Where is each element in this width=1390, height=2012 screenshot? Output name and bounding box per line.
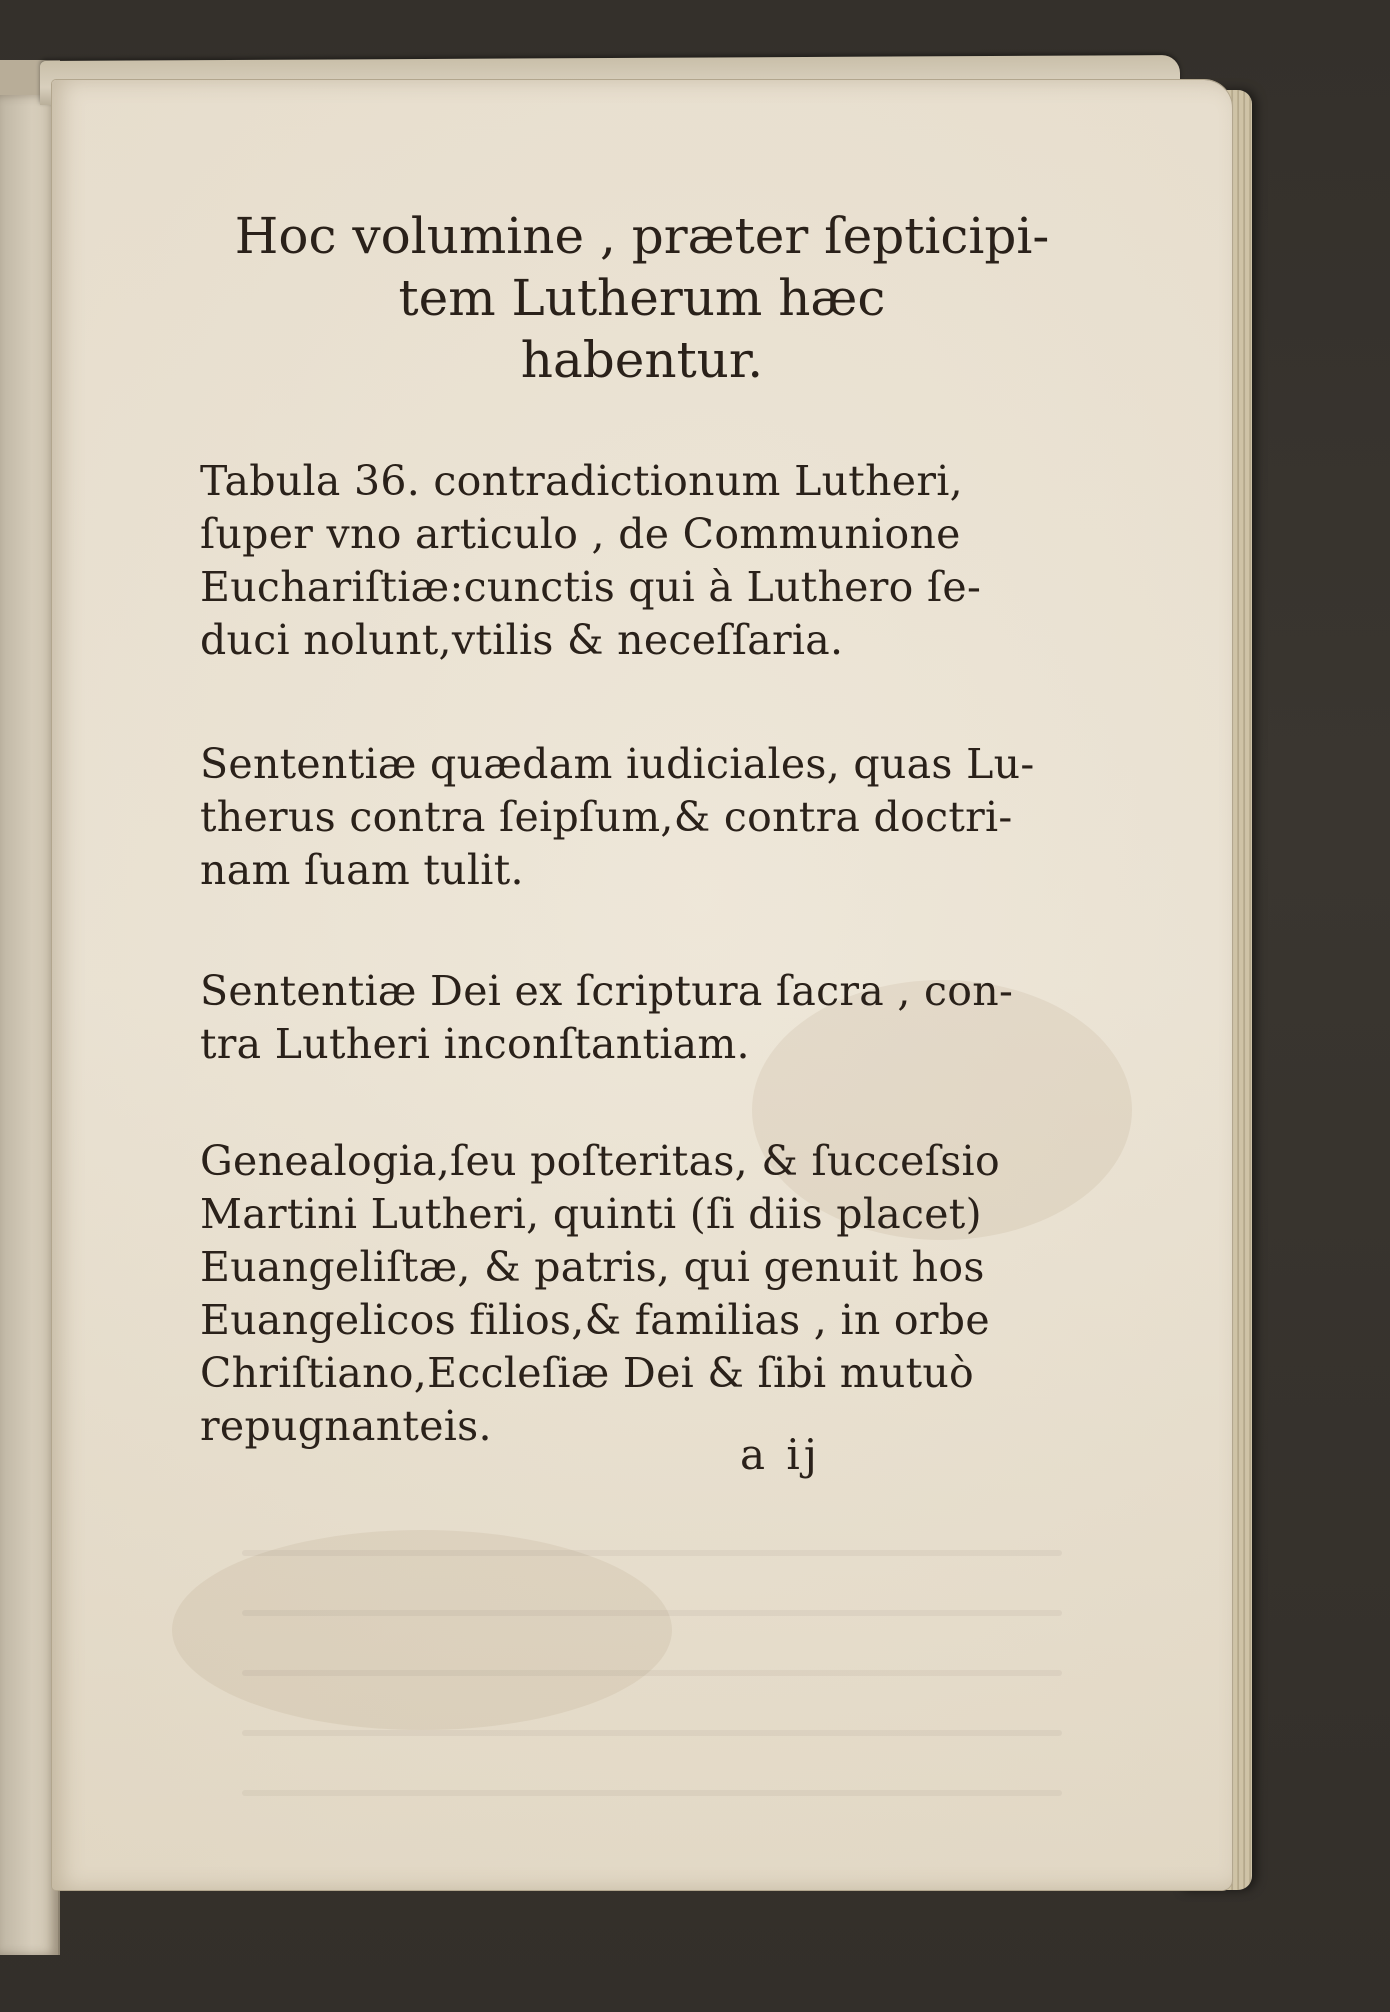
entry-line: Martini Lutheri, quinti (ſi diis placet) (200, 1190, 982, 1238)
entry-line: Sententiæ quædam iudiciales, quas Lu- (200, 740, 1035, 788)
paper-stain (172, 1530, 672, 1730)
entry-sententiae-iudiciales (200, 738, 1070, 897)
entry-line: nam ſuam tulit. (200, 846, 524, 894)
entry-line: duci nolunt,vtilis & neceſſaria. (200, 616, 844, 664)
book-page (52, 80, 1232, 1890)
entry-line: Sententiæ Dei ex ſcriptura ſacra , con- (200, 967, 1014, 1015)
entry-sententiae-dei (200, 965, 1070, 1071)
entry-line: Euchariſtiæ:cunctis qui à Luthero ſe- (200, 563, 982, 611)
entry-line: Tabula 36. contradictionum Lutheri, (200, 457, 963, 505)
heading-line: Hoc volumine , præter ſepticipi- (234, 207, 1050, 265)
entry-line: ſuper vno articulo , de Communione (200, 510, 961, 558)
entry-line: Euangeliſtæ, & patris, qui genuit hos (200, 1243, 985, 1291)
signature-mark: a ij (740, 1430, 821, 1479)
entry-tabula (200, 455, 1070, 667)
entry-line: Chriſtiano,Eccleſiæ Dei & ſibi mutuò (200, 1349, 975, 1397)
show-through-line (242, 1730, 1062, 1736)
show-through-line (242, 1610, 1062, 1616)
heading-line: habentur. (520, 331, 764, 389)
entry-line: Genealogia,ſeu poſteritas, & ſucceſsio (200, 1137, 1000, 1185)
entry-line: repugnanteis. (200, 1402, 492, 1450)
entry-genealogia (200, 1135, 1070, 1453)
entry-line: Euangelicos filios,& familias , in orbe (200, 1296, 990, 1344)
entry-line: tra Lutheri inconſtantiam. (200, 1020, 750, 1068)
show-through-line (242, 1550, 1062, 1556)
entry-line: therus contra ſeipſum,& contra doctri- (200, 793, 1013, 841)
show-through-line (242, 1670, 1062, 1676)
heading-line: tem Lutherum hæc (398, 269, 886, 327)
show-through-line (242, 1790, 1062, 1796)
page-heading (202, 205, 1082, 391)
left-page-edge (0, 95, 60, 1955)
